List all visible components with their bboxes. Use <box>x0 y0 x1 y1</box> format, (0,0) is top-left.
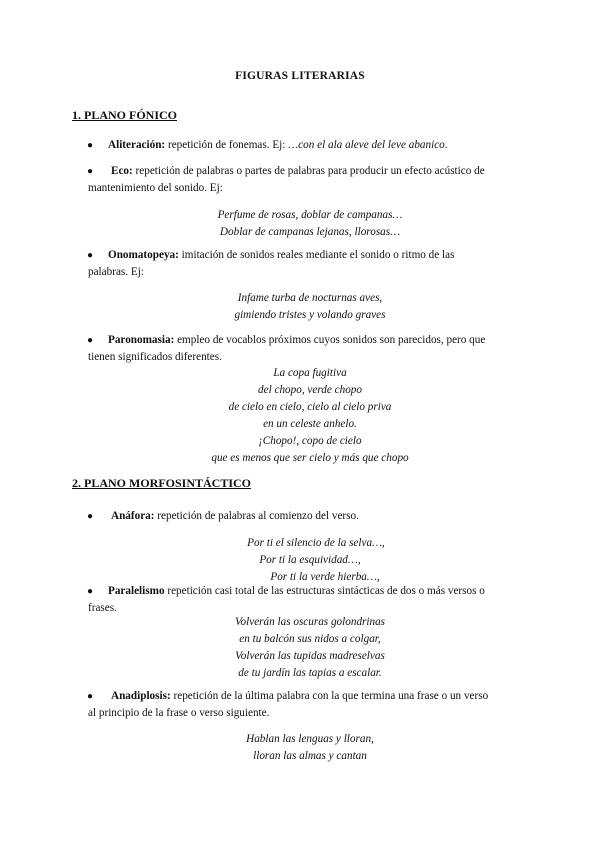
quote-paralelismo <box>100 614 520 682</box>
term-paralelismo: Paralelismo <box>108 585 165 597</box>
quote-line: Volverán las oscuras golondrinas <box>234 616 386 628</box>
quote-line: del chopo, verde chopo <box>258 384 362 396</box>
quote-line: en un celeste anhelo. <box>263 418 357 430</box>
list-item-anafora <box>87 508 524 525</box>
document-title: FIGURAS LITERARIAS <box>235 70 365 82</box>
quote-line: Infame turba de nocturnas aves, <box>237 292 383 304</box>
quote-line: Volverán las tupidas madreselvas <box>235 650 385 662</box>
definition-anadiplosis-line1: repetición de la última palabra con la que termina una frase o un verso <box>170 690 489 702</box>
quote-anafora <box>100 535 520 586</box>
quote-anadiplosis <box>100 731 520 765</box>
bullet-icon: ● <box>87 140 94 151</box>
quote-line: Por ti la verde hierba…, <box>270 571 380 583</box>
quote-line: gimiendo tristes y volando graves <box>234 309 386 321</box>
section-heading-morfosintactico: 2. PLANO MORFOSINTÁCTICO <box>72 476 252 490</box>
definition-anafora: repetición de palabras al comienzo del verso. <box>154 510 359 522</box>
term-paronomasia: Paronomasia: <box>108 334 175 346</box>
definition-paralelismo-line2: frases. <box>88 602 117 614</box>
term-anafora: Anáfora: <box>111 510 155 522</box>
quote-line: Hablan las lenguas y lloran, <box>246 733 374 745</box>
bullet-icon: ● <box>87 511 94 522</box>
quote-line: Doblar de campanas lejanas, llorosas… <box>219 226 401 238</box>
bullet-icon: ● <box>87 691 94 702</box>
bullet-icon: ● <box>87 250 94 261</box>
quote-line: Por ti el silencio de la selva…, <box>247 537 385 549</box>
term-onomatopeya: Onomatopeya: <box>108 249 179 261</box>
term-anadiplosis: Anadiplosis: <box>111 690 171 702</box>
term-aliteracion: Aliteración: <box>108 139 166 151</box>
quote-line: lloran las almas y cantan <box>253 750 367 762</box>
definition-aliteracion: repetición de fonemas. Ej: <box>165 139 289 151</box>
list-item-paralelismo <box>87 583 524 617</box>
definition-anadiplosis-line2: al principio de la frase o verso siguiente. <box>88 707 270 719</box>
definition-onomatopeya-line2: palabras. Ej: <box>88 266 144 278</box>
quote-line: que es menos que ser cielo y más que chopo <box>211 452 409 464</box>
quote-line: de tu jardín las tapias a escalar. <box>238 667 382 679</box>
quote-line: de cielo en cielo, cielo al cielo priva <box>228 401 392 413</box>
term-eco: Eco: <box>111 165 133 177</box>
example-end: . <box>444 139 448 151</box>
quote-line: ¡Chopo!, copo de cielo <box>258 435 362 447</box>
list-item-aliteracion <box>87 137 524 154</box>
quote-line: Perfume de rosas, doblar de campanas… <box>217 209 403 221</box>
definition-onomatopeya-line1: imitación de sonidos reales mediante el sonido o ritmo de las <box>178 249 455 261</box>
list-item-paronomasia <box>87 332 524 366</box>
bullet-icon: ● <box>87 166 94 177</box>
definition-eco-line2: mantenimiento del sonido. Ej: <box>88 182 223 194</box>
example-aliteracion: …con el ala aleve del leve abanico <box>288 139 445 151</box>
section-heading-fonico: 1. PLANO FÓNICO <box>72 108 177 122</box>
definition-paronomasia-line1: empleo de vocablos próximos cuyos sonidos son parecidos, pero que <box>174 334 486 346</box>
bullet-icon: ● <box>87 586 94 597</box>
list-item-onomatopeya <box>87 247 524 281</box>
quote-paronomasia <box>100 365 520 467</box>
list-item-eco <box>87 163 524 197</box>
quote-line: en tu balcón sus nidos a colgar, <box>239 633 381 645</box>
quote-line: Por ti la esquividad…, <box>259 554 361 566</box>
quote-onomatopeya <box>100 290 520 324</box>
definition-paralelismo-line1: repetición casi total de las estructuras sintácticas de dos o más versos o <box>164 585 485 597</box>
quote-eco <box>100 207 520 241</box>
bullet-icon: ● <box>87 335 94 346</box>
definition-paronomasia-line2: tienen significados diferentes. <box>88 351 222 363</box>
definition-eco-line1: repetición de palabras o partes de palabras para producir un efecto acústico de <box>132 165 485 177</box>
quote-line: La copa fugitiva <box>273 367 347 379</box>
list-item-anadiplosis <box>87 688 524 722</box>
